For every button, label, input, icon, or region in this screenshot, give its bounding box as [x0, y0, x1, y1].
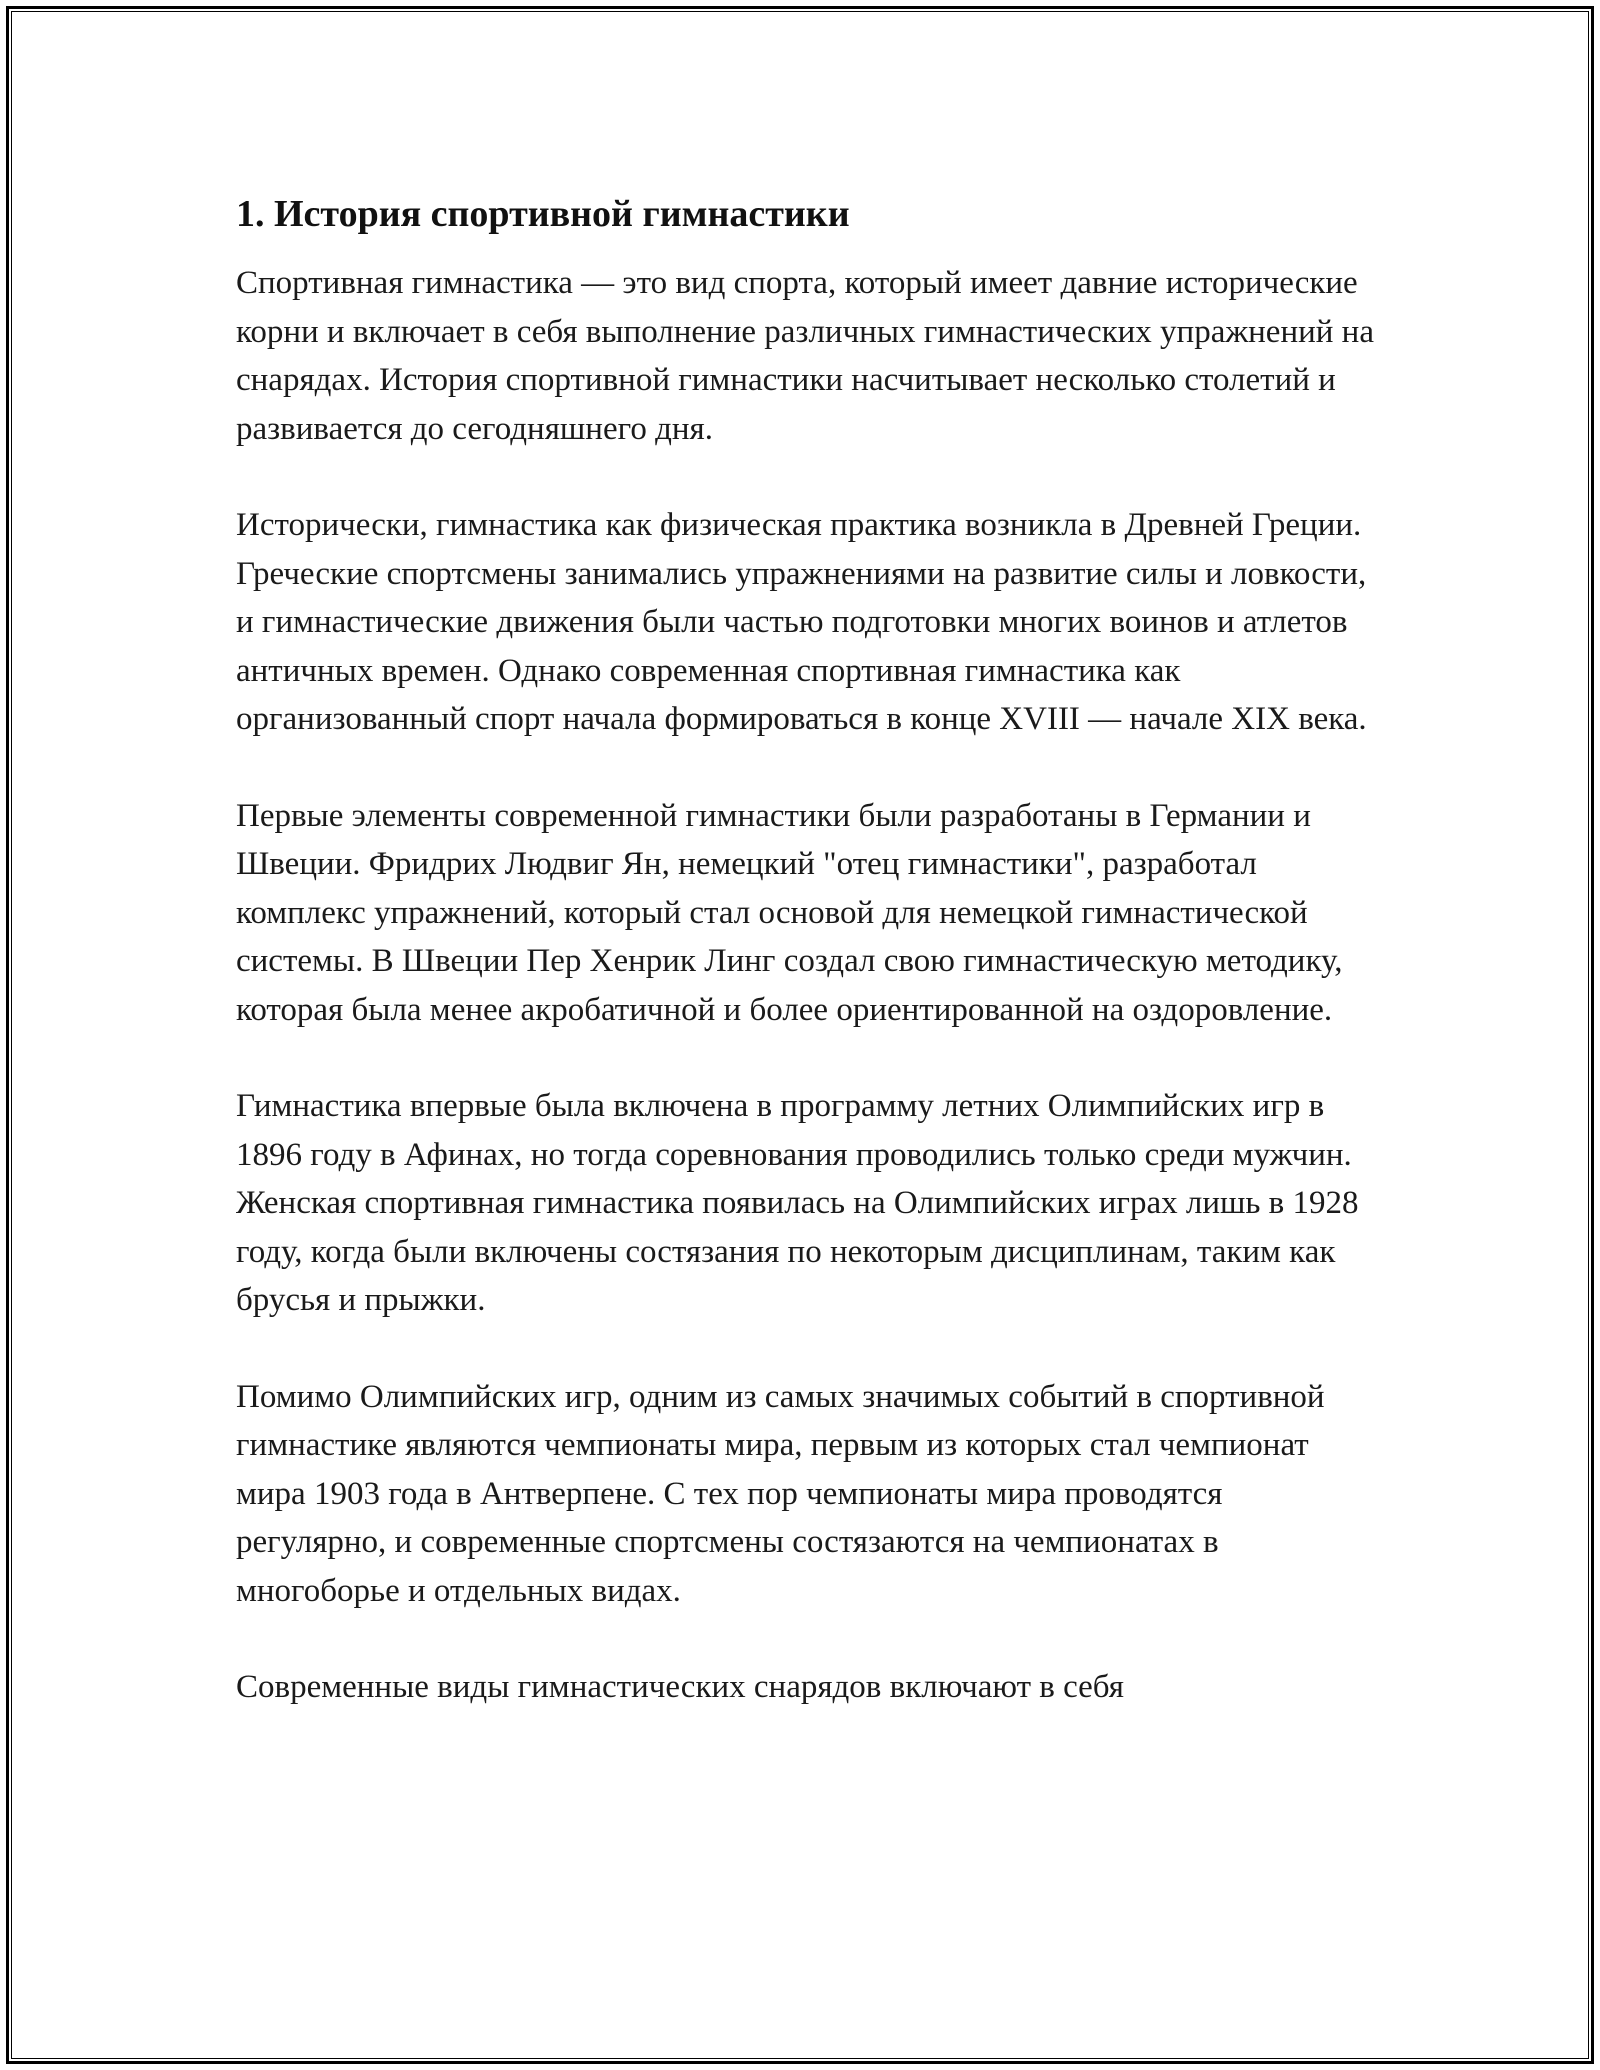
paragraph-apparatus: Современные виды гимнастических снарядов включают в себя: [236, 1669, 1124, 1705]
paragraph-ancient-greece: Исторически, гимнастика как физическая практика возникла в Древней Греции. Греческие спортсмены занимались упражнениями на развитие силы и ловкости, и гимнастические движения были частью подготовки многих воинов и атлетов античных времен. Однако современная спортивная гимнастика как организованный спорт начала формироваться в конце XVIII — начале XIX века.: [236, 507, 1367, 737]
section-heading: 1. История спортивной гимнастики: [236, 193, 850, 235]
paragraph-olympics: Гимнастика впервые была включена в программу летних Олимпийских игр в 1896 году в Афинах, но тогда соревнования проводились только среди мужчин. Женская спортивная гимнастика появилась на Олимпийских играх лишь в 1928 году, когда были включены состязания по некоторым дисциплинам, таким как брусья и прыжки.: [236, 1088, 1359, 1318]
paragraph-germany-sweden: Первые элементы современной гимнастики были разработаны в Германии и Швеции. Фридрих Людвиг Ян, немецкий "отец гимнастики", разработал комплекс упражнений, который стал основой для немецкой гимнастической системы. В Швеции Пер Хенрик Линг создал свою гимнастическую методику, которая была менее акробатичной и более ориентированной на оздоровление.: [236, 797, 1343, 1028]
paragraph-world-championships: Помимо Олимпийских игр, одним из самых значимых событий в спортивной гимнастике являются чемпионаты мира, первым из которых стал чемпионат мира 1903 года в Антверпене. С тех пор чемпионаты мира проводятся регулярно, и современные спортсмены состязаются на чемпионатах в многоборье и отдельных видах.: [236, 1378, 1325, 1609]
paragraph-intro: Спортивная гимнастика — это вид спорта, который имеет давние исторические корни и включает в себя выполнение различных гимнастических упражнений на снарядах. История спортивной гимнастики насчитывает несколько столетий и развивается до сегодняшнего дня.: [236, 265, 1374, 447]
document-body: [236, 186, 1376, 1760]
